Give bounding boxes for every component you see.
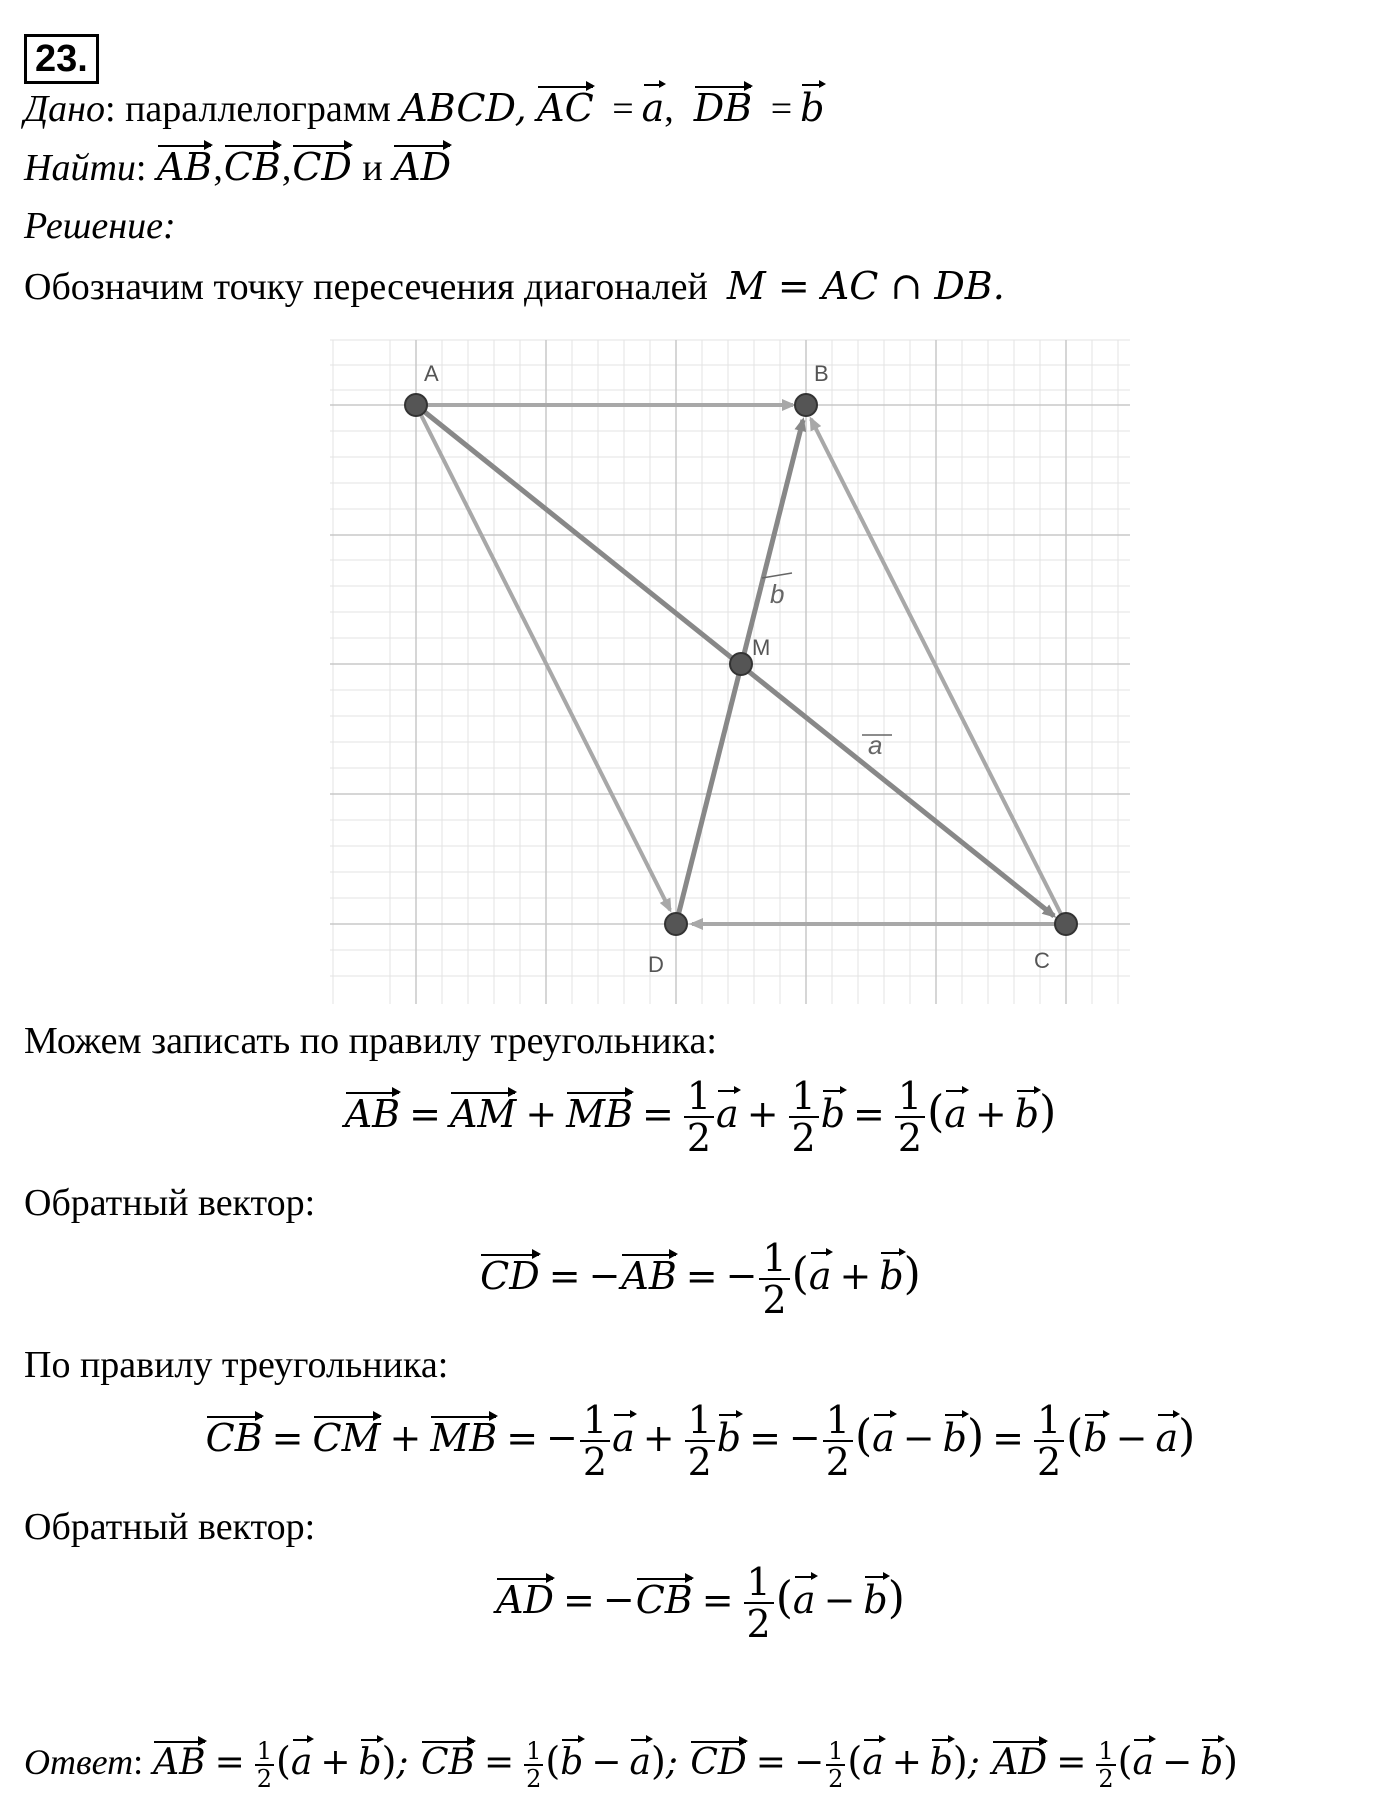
label-vector-a: a bbox=[868, 730, 883, 760]
triangle-rule-text-2: По правилу треугольника: bbox=[24, 1344, 449, 1386]
given-vector-db: DB bbox=[693, 86, 753, 130]
inverse-vector-text-2: Обратный вектор: bbox=[24, 1506, 316, 1548]
equation-cb: CB = CM + MB = − $\frac{1}{2}$ a + $\frac{1}{2}$ b = − $\frac{1}{2}$ (a − b) = $\frac{1}{2}$ (b − a) bbox=[205, 1398, 1196, 1484]
find-and: и bbox=[362, 147, 383, 189]
given-line: Дано: параллелограмм ABCD, AC = a, DB = b bbox=[24, 86, 825, 130]
label-c: C bbox=[1034, 948, 1050, 973]
intersection-formula: M = AC ∩ DB. bbox=[726, 264, 1005, 308]
equation-ab: AB = AM + MB = $\frac{1}{2}$ a + $\frac{1}{2}$ b = $\frac{1}{2}$ (a + b) bbox=[344, 1074, 1057, 1160]
point-m bbox=[730, 653, 752, 675]
given-figure: ABCD bbox=[400, 86, 515, 130]
vector-ad bbox=[416, 405, 670, 910]
diagram-major-grid bbox=[330, 340, 1130, 1004]
solution-label-line: Решение: bbox=[24, 205, 176, 247]
label-d: D bbox=[648, 952, 664, 977]
equation-cd: CD = −AB = − $\frac{1}{2}$ (a + b) bbox=[480, 1236, 921, 1322]
equation-ad: AD = −CB = $\frac{1}{2}$ (a − b) bbox=[496, 1560, 905, 1646]
inverse-vector-text-1: Обратный вектор: bbox=[24, 1182, 316, 1224]
solution-label: Решение bbox=[24, 205, 163, 247]
given-vector-b: b bbox=[800, 86, 825, 130]
find-vector-ad: AD bbox=[393, 145, 452, 189]
label-m: M bbox=[752, 635, 771, 660]
answer-label: Ответ bbox=[24, 1742, 134, 1782]
diagram-grid bbox=[330, 340, 1130, 1004]
find-line: Найти: AB,CB,CD и AD bbox=[24, 145, 452, 189]
find-vector-cd: CD bbox=[292, 145, 352, 189]
triangle-rule-text: Можем записать по правилу треугольника: bbox=[24, 1020, 717, 1062]
problem-number: 23. bbox=[24, 34, 99, 84]
find-vector-ab: AB bbox=[156, 145, 213, 189]
point-b bbox=[795, 394, 817, 416]
label-a: A bbox=[424, 361, 439, 386]
given-label: Дано bbox=[24, 88, 106, 130]
label-b: B bbox=[814, 361, 829, 386]
intersection-text: Обозначим точку пересечения диагоналей bbox=[24, 266, 708, 308]
given-text: : параллелограмм bbox=[105, 88, 401, 130]
find-vector-cb: CB bbox=[223, 145, 281, 189]
given-vector-ac: AC bbox=[537, 86, 594, 130]
point-a bbox=[405, 394, 427, 416]
given-vector-a: a bbox=[641, 86, 665, 130]
point-d bbox=[665, 913, 687, 935]
find-label: Найти bbox=[24, 147, 136, 189]
label-vector-b: b bbox=[770, 579, 785, 609]
answer-line: Ответ: AB = $\frac{1}{2}$ (a + b); CB = $\frac{1}{2}$ (b − a); CD = − $\frac{1}{2}$ (a + b); AD = $\frac{1}{2}$ (a − b) bbox=[24, 1737, 1238, 1793]
point-c bbox=[1055, 913, 1077, 935]
vector-cb bbox=[811, 419, 1066, 924]
